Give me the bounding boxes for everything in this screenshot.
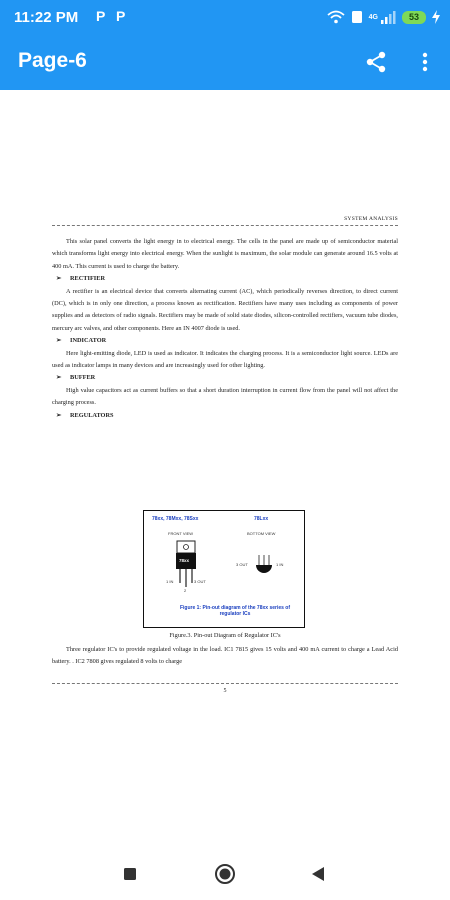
regulator-pinout-figure <box>143 510 305 628</box>
home-button[interactable] <box>213 862 237 886</box>
figure-title-right: 78Lxx <box>254 516 269 522</box>
pin-label-in: 1 IN <box>166 579 174 584</box>
wifi-icon <box>327 10 345 24</box>
section-paragraph: Here light-emitting diode, LED is used as indicator. It indicates the charging process. It is a semiconductor light source. LEDs are used as indicator lamps in many devices and are increasingly used for other lighting. <box>52 349 398 370</box>
back-triangle-icon <box>311 866 325 882</box>
page-title: Page-6 <box>18 49 87 72</box>
section-paragraph: High value capacitors act as current buffers so that a short duration interruption in current flow from the panel will not affect the charging process. <box>52 386 398 407</box>
figure-title-left: 78xx, 78Mxx, 78Sxx <box>152 516 199 522</box>
page-number: 5 <box>223 688 227 694</box>
more-options-button[interactable] <box>414 48 436 76</box>
back-button[interactable] <box>306 862 330 886</box>
pin-label-in-bottom: 1 IN <box>276 562 284 567</box>
status-time: 11:22 PM <box>14 9 79 26</box>
front-view-label: FRONT VIEW <box>168 531 194 536</box>
section-heading: ➢ INDICATOR <box>52 335 398 347</box>
arrow-bullet-icon: ➢ <box>56 337 62 345</box>
share-icon <box>365 51 387 73</box>
header-divider <box>52 225 398 226</box>
footer-divider <box>52 683 398 684</box>
pin-label-out-bottom: 3 OUT <box>236 562 248 567</box>
chip-label: 78xx <box>179 558 190 563</box>
square-icon <box>123 867 137 881</box>
sim-icon <box>351 10 363 24</box>
bottom-view-label: BOTTOM VIEW <box>247 531 276 536</box>
document-body <box>52 236 398 422</box>
signal-tag: 4G <box>368 13 378 21</box>
more-vert-icon <box>422 52 428 72</box>
regulators-paragraph: Three regulator IC's to provide regulated voltage in the load. IC1 7815 gives 15 volts and 400 mA current to charge a Lead Acid battery. . IC2 7808 gives regulated 8 volts to charge <box>52 646 398 666</box>
notification-p-icon-2: P <box>116 8 126 24</box>
notification-p-icon: P <box>96 8 106 24</box>
circle-icon <box>214 863 236 885</box>
pin-label-out: 3 OUT <box>194 579 206 584</box>
battery-icon <box>402 11 426 24</box>
arrow-bullet-icon: ➢ <box>56 374 62 382</box>
arrow-bullet-icon: ➢ <box>56 411 62 419</box>
document-header: SYSTEM ANALYSIS <box>344 216 398 222</box>
arrow-bullet-icon: ➢ <box>56 275 62 283</box>
recents-button[interactable] <box>118 862 142 886</box>
document-page <box>0 90 450 848</box>
figure-caption: Figure.3. Pin-out Diagram of Regulator IC's <box>169 632 281 639</box>
figure-inner-caption: Figure 1: Pin-out diagram of the 78xx series of regulator ICs <box>179 605 291 617</box>
intro-paragraph: This solar panel converts the light energy in to electrical energy. The cells in the panel are made up of semiconductor material which transforms light energy into electrical energy. When the sunlight is maximum, the solar module can generate around 16.5 volts at 400 mA. This current is used to charge the battery. <box>52 238 398 270</box>
navigation-bar <box>0 848 450 900</box>
status-icons <box>327 8 440 26</box>
app-bar <box>0 34 450 90</box>
share-button[interactable] <box>362 48 390 76</box>
section-heading: ➢ BUFFER <box>52 372 398 384</box>
section-heading: ➢ RECTIFIER <box>52 273 398 285</box>
section-paragraph: A rectifier is an electrical device that converts alternating current (AC), which periodically reverses direction, to direct current (DC), which is in only one direction, a process known as rectification. Rectifiers have many uses including as components of power supplies and as detectors of radio signals. Rectifiers may be made of solid state diodes, silicon-controlled rectifiers, vacuum tube diodes, mercury arc valves, and other components. Here an IN 4007 diode is used. <box>52 287 398 332</box>
status-bar <box>0 0 450 34</box>
pin-label-gnd: 2 <box>184 588 187 593</box>
battery-level: 53 <box>408 12 419 22</box>
section-heading: ➢ REGULATORS <box>52 410 398 422</box>
pdf-viewer[interactable] <box>0 90 450 848</box>
charging-bolt-icon <box>432 10 440 24</box>
signal-icon <box>380 10 396 24</box>
